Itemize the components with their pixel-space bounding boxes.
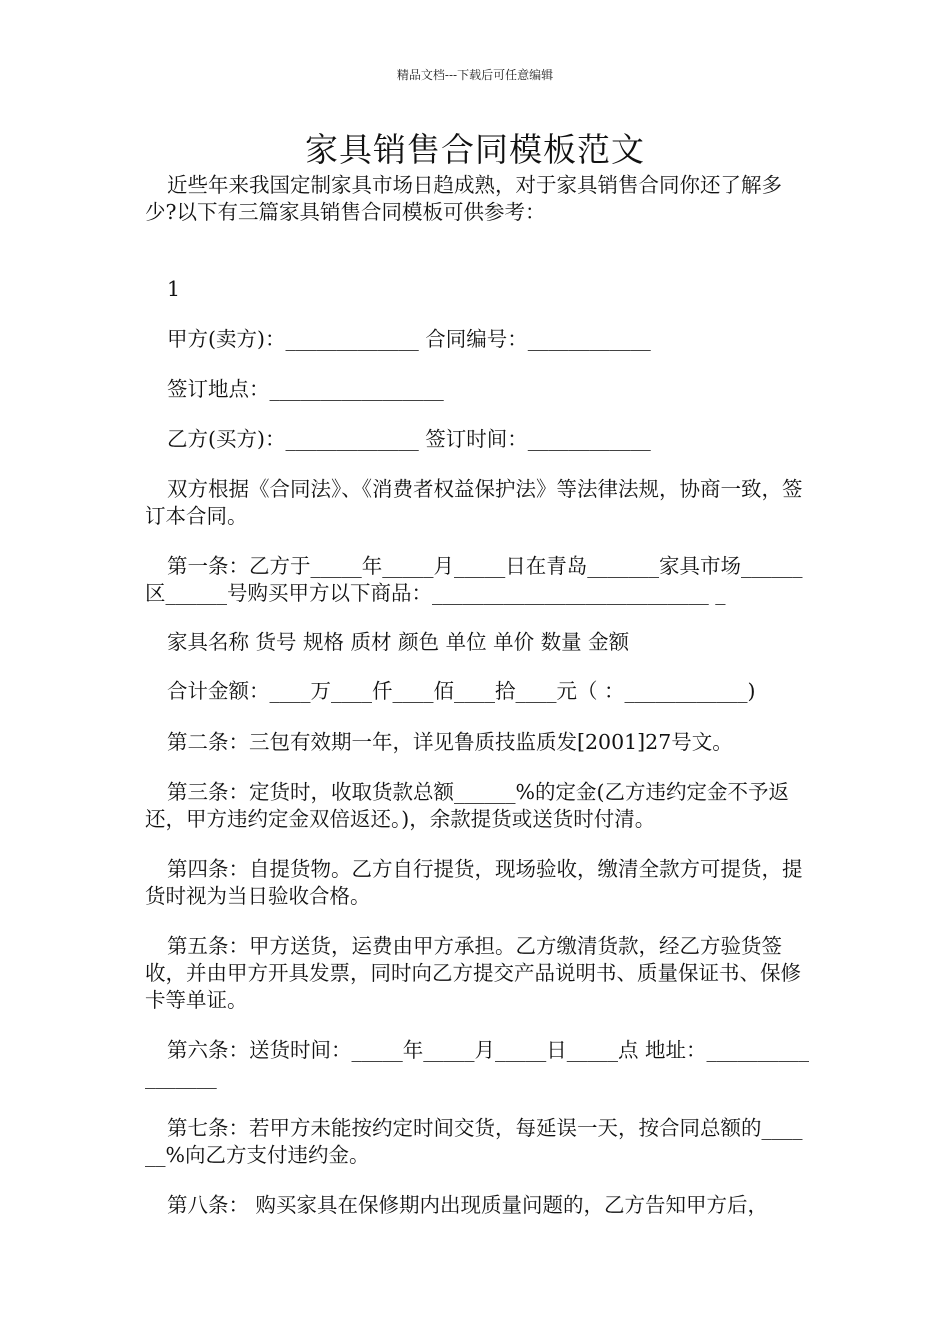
sign-place-line: 签订地点：_________________ xyxy=(167,377,444,401)
clause-7: 第七条：若甲方未能按约定时间交货，每延误一天，按合同总额的______%向乙方支付违约金。 xyxy=(145,1116,803,1167)
intro-paragraph: 近些年来我国定制家具市场日趋成熟，对于家具销售合同你还了解多少?以下有三篇家具销售合同模板可供参考： xyxy=(145,173,782,224)
clause-5: 第五条：甲方送货，运费由甲方承担。乙方缴清货款，经乙方验货签收，并由甲方开具发票，同时向乙方提交产品说明书、质量保证书、保修卡等单证。 xyxy=(145,934,801,1012)
spacer xyxy=(145,226,809,276)
party-a-line: 甲方(卖方)：_____________ 合同编号：____________ xyxy=(167,327,651,351)
total-amount-line: 合计金额：____万____仟____佰____拾____元（ ：____________) xyxy=(167,679,756,703)
page-title: 家具销售合同模板范文 xyxy=(305,130,645,169)
section-number: 1 xyxy=(167,277,181,301)
clause-1: 第一条：乙方于_____年_____月_____日在青岛_______家具市场______区______号购买甲方以下商品：___________________________ _ xyxy=(145,554,803,605)
clause-3: 第三条：定货时，收取货款总额______%的定金(乙方违约定金不予返还，甲方违约定金双倍返还。)，余款提货或送货时付清。 xyxy=(145,780,789,831)
goods-table-header: 家具名称 货号 规格 质材 颜色 单位 单价 数量 金额 xyxy=(167,630,630,654)
preamble-paragraph: 双方根据《合同法》、《消费者权益保护法》等法律法规，协商一致，签订本合同。 xyxy=(145,477,803,528)
document-body xyxy=(145,172,809,1219)
header-note: 精品文档---下载后可任意编辑 xyxy=(396,68,554,82)
clause-6: 第六条：送货时间：_____年_____月_____日_____点 地址：_________________ xyxy=(145,1038,810,1089)
clause-4: 第四条：自提货物。乙方自行提货，现场验收，缴清全款方可提货，提货时视为当日验收合格。 xyxy=(145,857,803,908)
clause-8: 第八条： 购买家具在保修期内出现质量问题的，乙方告知甲方后， xyxy=(167,1193,769,1217)
party-b-line: 乙方(买方)：_____________ 签订时间：____________ xyxy=(167,427,651,451)
clause-2: 第二条：三包有效期一年，详见鲁质技监质发[2001]27号文。 xyxy=(167,730,733,754)
